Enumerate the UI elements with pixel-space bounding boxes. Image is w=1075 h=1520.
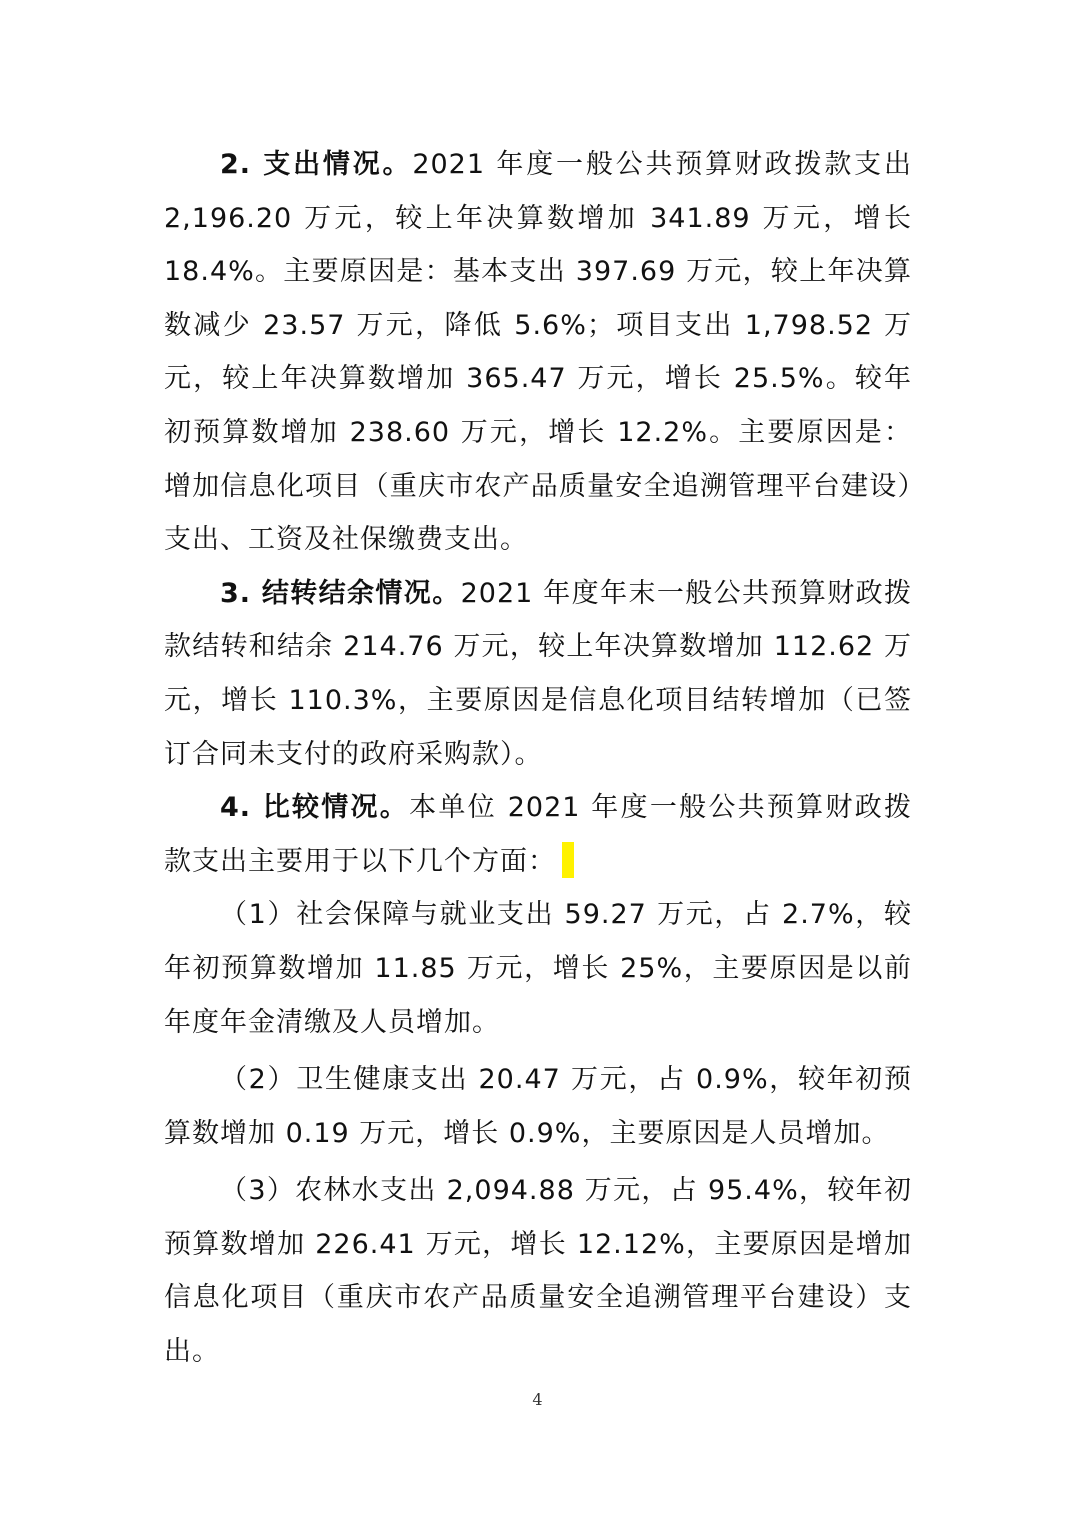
- section-expenditure-paragraph: [164, 138, 912, 567]
- comparison-item: （1）社会保障与就业支出 59.27 万元，占 2.7%，较年初预算数增加 11.85 万元，增长 25%，主要原因是以前年度年金清缴及人员增加。: [164, 899, 912, 1038]
- comparison-item: （2）卫生健康支出 20.47 万元，占 0.9%，较年初预算数增加 0.19 万元，增长 0.9%，主要原因是人员增加。: [164, 1064, 912, 1149]
- highlight-marker: [562, 842, 574, 878]
- section-carryover-text: 2021 年度年末一般公共预算财政拨款结转和结余 214.76 万元，较上年决算数增加 112.62 万元，增长 110.3%，主要原因是信息化项目结转增加（已签订合同未支付的政府采购款）。: [164, 577, 912, 770]
- section-comparison-text: 本单位 2021 年度一般公共预算财政拨款支出主要用于以下几个方面：: [164, 792, 912, 877]
- section-comparison-paragraph: [164, 781, 912, 888]
- page-number: 4: [532, 1390, 543, 1409]
- section-carryover-paragraph: [164, 567, 912, 781]
- section-comparison-heading: 4. 比较情况。: [220, 792, 410, 824]
- section-expenditure-heading: 2. 支出情况。: [220, 149, 413, 180]
- comparison-item: （3）农林水支出 2,094.88 万元，占 95.4%，较年初预算数增加 226.41 万元，增长 12.12%，主要原因是增加信息化项目（重庆市农产品质量安全追溯管理平台建设）支出。: [164, 1175, 912, 1368]
- section-carryover-heading: 3. 结转结余情况。: [220, 577, 461, 609]
- document-body: [164, 138, 912, 1379]
- section-expenditure-text: 2021 年度一般公共预算财政拨款支出 2,196.20 万元，较上年决算数增加 341.89 万元，增长 18.4%。主要原因是：基本支出 397.69 万元，较上年决算数减少 23.57 万元，降低 5.6%；项目支出 1,798.52 万元，较上年决算数增加 365.47 万元，增长 25.5%。较年初预算数增加 238.60 万元，增长 12.2%。主要原因是：增加信息化项目（重庆市农产品质量安全追溯管理平台建设）支出、工资及社保缴费支出。: [164, 149, 912, 556]
